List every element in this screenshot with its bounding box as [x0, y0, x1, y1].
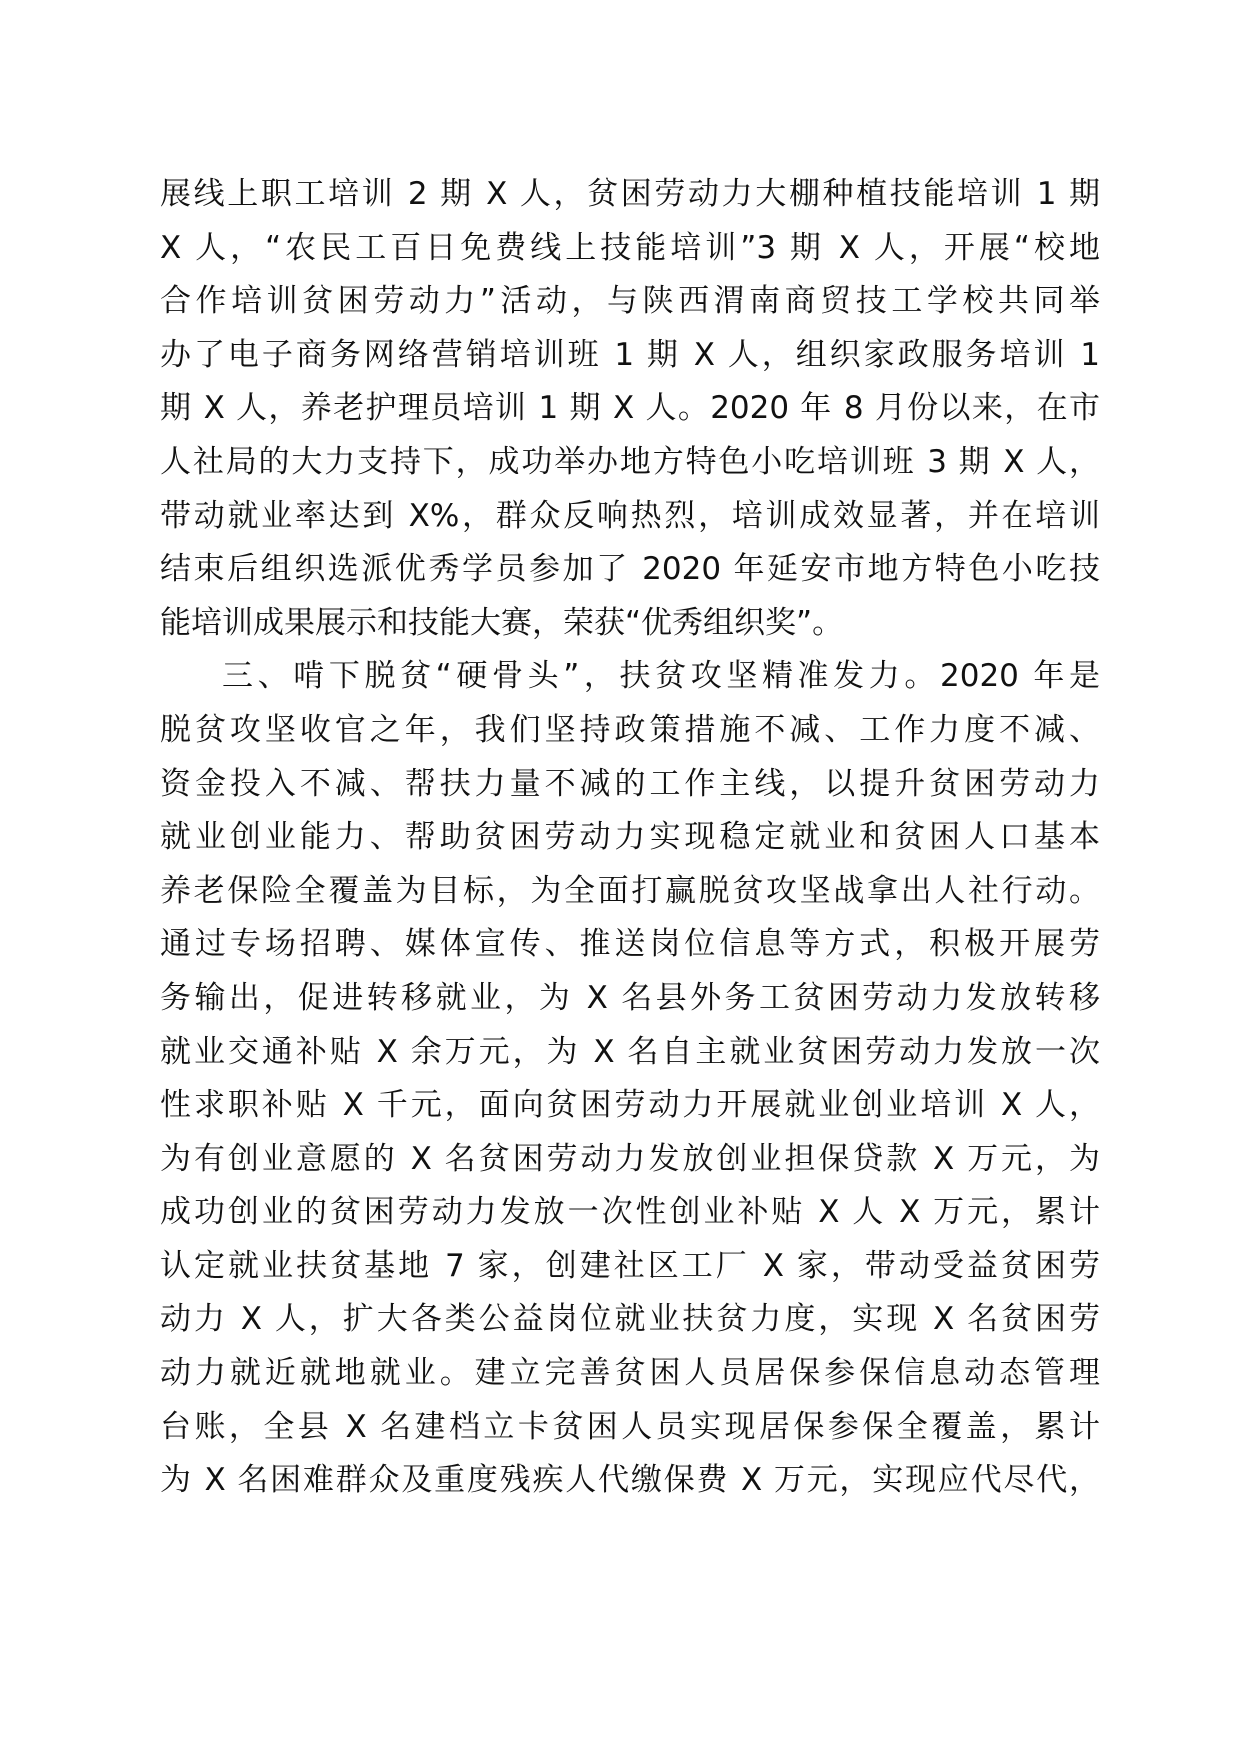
text-line: 结束后组织选派优秀学员参加了 2020 年延安市地方特色小吃技: [160, 551, 1100, 588]
text-line: 台账，全县 X 名建档立卡贫困人员实现居保参保全覆盖，累计: [160, 1408, 1100, 1445]
text-line: 就业创业能力、帮助贫困劳动力实现稳定就业和贫困人口基本: [160, 819, 1100, 856]
text-line: 展线上职工培训 2 期 X 人，贫困劳动力大棚种植技能培训 1 期: [160, 176, 1100, 212]
text-line: 成功创业的贫困劳动力发放一次性创业补贴 X 人 X 万元，累计: [160, 1194, 1100, 1231]
text-line: 为有创业意愿的 X 名贫困劳动力发放创业担保贷款 X 万元，为: [160, 1140, 1100, 1177]
paragraph-end-line: 能培训成果展示和技能大赛，荣获“优秀组织奖”。: [160, 604, 844, 641]
text-line: 通过专场招聘、媒体宣传、推送岗位信息等方式，积极开展劳: [160, 926, 1100, 963]
text-line: 动力 X 人，扩大各类公益岗位就业扶贫力度，实现 X 名贫困劳: [160, 1301, 1100, 1338]
text-line: 带动就业率达到 X%，群众反响热烈，培训成效显著，并在培训: [160, 497, 1100, 534]
text-line: 办了电子商务网络营销培训班 1 期 X 人，组织家政服务培训 1: [160, 336, 1100, 373]
text-line: 脱贫攻坚收官之年，我们坚持政策措施不减、工作力度不减、: [160, 711, 1100, 748]
text-line: 务输出，促进转移就业，为 X 名县外务工贫困劳动力发放转移: [160, 979, 1100, 1016]
section-heading-line: 三、啃下脱贫“硬骨头”，扶贫攻坚精准发力。2020 年是: [222, 658, 1100, 695]
body-text: [160, 168, 1100, 1508]
text-line: 养老保险全覆盖为目标，为全面打赢脱贫攻坚战拿出人社行动。: [160, 872, 1100, 909]
text-line: 为 X 名困难群众及重度残疾人代缴保费 X 万元，实现应代尽代，: [160, 1462, 1100, 1499]
text-line: 合作培训贫困劳动力”活动，与陕西渭南商贸技工学校共同举: [160, 283, 1100, 320]
text-line: 认定就业扶贫基地 7 家，创建社区工厂 X 家，带动受益贫困劳: [160, 1247, 1100, 1284]
text-line: X 人，“农民工百日免费线上技能培训”3 期 X 人，开展“校地: [160, 229, 1100, 266]
text-line: 动力就近就地就业。建立完善贫困人员居保参保信息动态管理: [160, 1355, 1100, 1392]
text-line: 就业交通补贴 X 余万元，为 X 名自主就业贫困劳动力发放一次: [160, 1033, 1100, 1070]
text-line: 人社局的大力支持下，成功举办地方特色小吃培训班 3 期 X 人，: [160, 443, 1100, 480]
text-line: 期 X 人，养老护理员培训 1 期 X 人。2020 年 8 月份以来，在市: [160, 390, 1100, 427]
text-line: 性求职补贴 X 千元，面向贫困劳动力开展就业创业培训 X 人，: [160, 1087, 1100, 1124]
text-line: 资金投入不减、帮扶力量不减的工作主线，以提升贫困劳动力: [160, 765, 1100, 802]
